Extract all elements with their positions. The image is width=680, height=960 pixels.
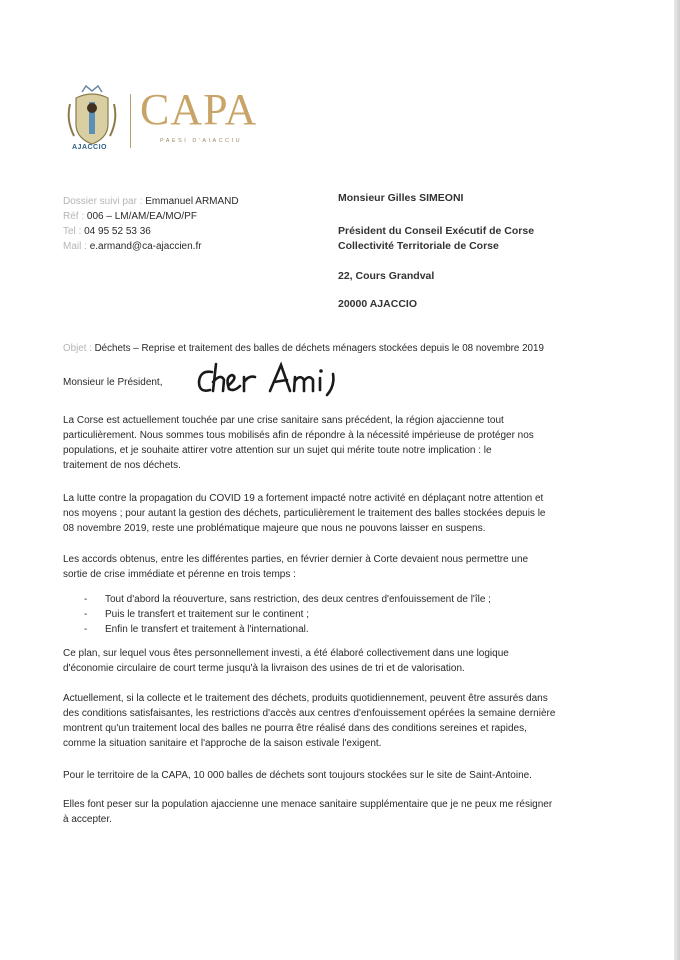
- bullet-dash: -: [84, 624, 88, 635]
- paragraph-line: sortie de crise immédiate et pérenne en trois temps :: [63, 569, 296, 580]
- paragraph-line: des conditions satisfaisantes, les restrictions d'accès aux centres d'enfouissement opérées la semaine dernière: [63, 708, 556, 719]
- paragraph-line: La lutte contre la propagation du COVID 19 a fortement impacté notre activité en déplaçant notre attention et: [63, 493, 544, 504]
- paragraph-2: [63, 491, 581, 536]
- letterhead-logo: [62, 84, 262, 164]
- meta-mail-row: [63, 239, 239, 254]
- meta-ref-label: Réf :: [63, 211, 85, 222]
- paragraph-line: Ce plan, sur lequel vous êtes personnellement investi, a été élaboré collectivement dans une logique: [63, 648, 509, 659]
- paragraph-line: d'économie circulaire de court terme jusqu'à la livraison des usines de tri et de valorisation.: [63, 663, 465, 674]
- paragraph-line: populations, et je souhaite attirer votre attention sur un sujet qui mérite toute notre implication : le: [63, 445, 492, 456]
- bullet-item: [84, 592, 491, 607]
- meta-tel-label: Tel :: [63, 226, 82, 237]
- meta-tel-value: 04 95 52 53 36: [84, 226, 151, 237]
- paragraph-line: La Corse est actuellement touchée par une crise sanitaire sans précédent, la région ajaccienne tout: [63, 415, 504, 426]
- recipient-title-2: Collectivité Territoriale de Corse: [338, 240, 499, 252]
- paragraph-line: à accepter.: [63, 814, 112, 825]
- paragraph-line: particulièrement. Nous sommes tous mobilisés afin de répondre à la nécessité impérieuse de protéger nos: [63, 430, 534, 441]
- bullet-dash: -: [84, 609, 88, 620]
- paragraph-line: Elles font peser sur la population ajaccienne une menace sanitaire supplémentaire que je ne peux me résigner: [63, 799, 553, 810]
- paragraph-4: [63, 646, 581, 676]
- meta-file-value: Emmanuel ARMAND: [145, 196, 239, 207]
- paragraph-line: traitement de nos déchets.: [63, 460, 181, 471]
- recipient-title-1: Président du Conseil Exécutif de Corse: [338, 225, 535, 237]
- paragraph-line: comme la situation sanitaire et l'approche de la saison estivale l'exigent.: [63, 738, 382, 749]
- paragraph-line: Les accords obtenus, entre les différentes parties, en février dernier à Corte devaient nous permettre une: [63, 554, 529, 565]
- bullet-text: Puis le transfert et traitement sur le continent ;: [105, 609, 309, 620]
- handwritten-note: [194, 360, 344, 400]
- sender-meta: [63, 194, 239, 254]
- bullet-item: [84, 622, 491, 637]
- paragraph-line: 08 novembre 2019, reste une problématique majeure que nous ne pouvons laisser en suspens.: [63, 523, 486, 534]
- bullet-list: [84, 592, 491, 637]
- bullet-text: Enfin le transfert et traitement à l'international.: [105, 624, 309, 635]
- object-label: Objet :: [63, 343, 92, 354]
- object-text: Déchets – Reprise et traitement des balles de déchets ménagers stockées depuis le 08 novembre 2019: [94, 343, 544, 354]
- meta-mail-label: Mail :: [63, 241, 87, 252]
- capa-brand: CAPA: [140, 85, 258, 134]
- bullet-item: [84, 607, 491, 622]
- logo-divider: [130, 94, 131, 148]
- paragraph-line: nos moyens ; pour autant la gestion des déchets, particulièrement le traitement des balles stockées depuis le: [63, 508, 546, 519]
- paragraph-1: [63, 413, 581, 473]
- paragraph-line: Actuellement, si la collecte et le traitement des déchets, produits quotidiennement, peuvent être assurés dans: [63, 693, 548, 704]
- page-edge: [674, 0, 680, 960]
- bullet-dash: -: [84, 594, 88, 605]
- recipient-street: 22, Cours Grandval: [338, 270, 435, 282]
- paragraph-line: montrent qu'un traitement local des balles ne pourra être réalisé dans des conditions sereines et rapides,: [63, 723, 527, 734]
- paragraph-line: Pour le territoire de la CAPA, 10 000 balles de déchets sont toujours stockées sur le site de Saint-Antoine.: [63, 770, 532, 781]
- bullet-text: Tout d'abord la réouverture, sans restriction, des deux centres d'enfouissement de l'île ;: [105, 594, 491, 605]
- meta-tel-row: [63, 224, 239, 239]
- meta-ref-value: 006 – LM/AM/EA/MO/PF: [86, 211, 197, 222]
- salutation: Monsieur le Président,: [63, 377, 163, 388]
- meta-ref-row: [63, 209, 239, 224]
- crest-label: AJACCIO: [72, 144, 108, 151]
- paragraph-6: [63, 768, 581, 783]
- meta-file-label: Dossier suivi par :: [63, 196, 143, 207]
- recipient-city: 20000 AJACCIO: [338, 298, 417, 310]
- meta-mail-value: e.armand@ca-ajaccien.fr: [89, 241, 202, 252]
- paragraph-5: [63, 691, 581, 751]
- object-line: [63, 343, 544, 354]
- capa-brand-subtitle: PAESI D'AIACCIU: [160, 138, 243, 144]
- meta-file-row: [63, 194, 239, 209]
- paragraph-3: [63, 552, 581, 582]
- paragraph-7: [63, 797, 581, 827]
- recipient-name: Monsieur Gilles SIMEONI: [338, 192, 464, 204]
